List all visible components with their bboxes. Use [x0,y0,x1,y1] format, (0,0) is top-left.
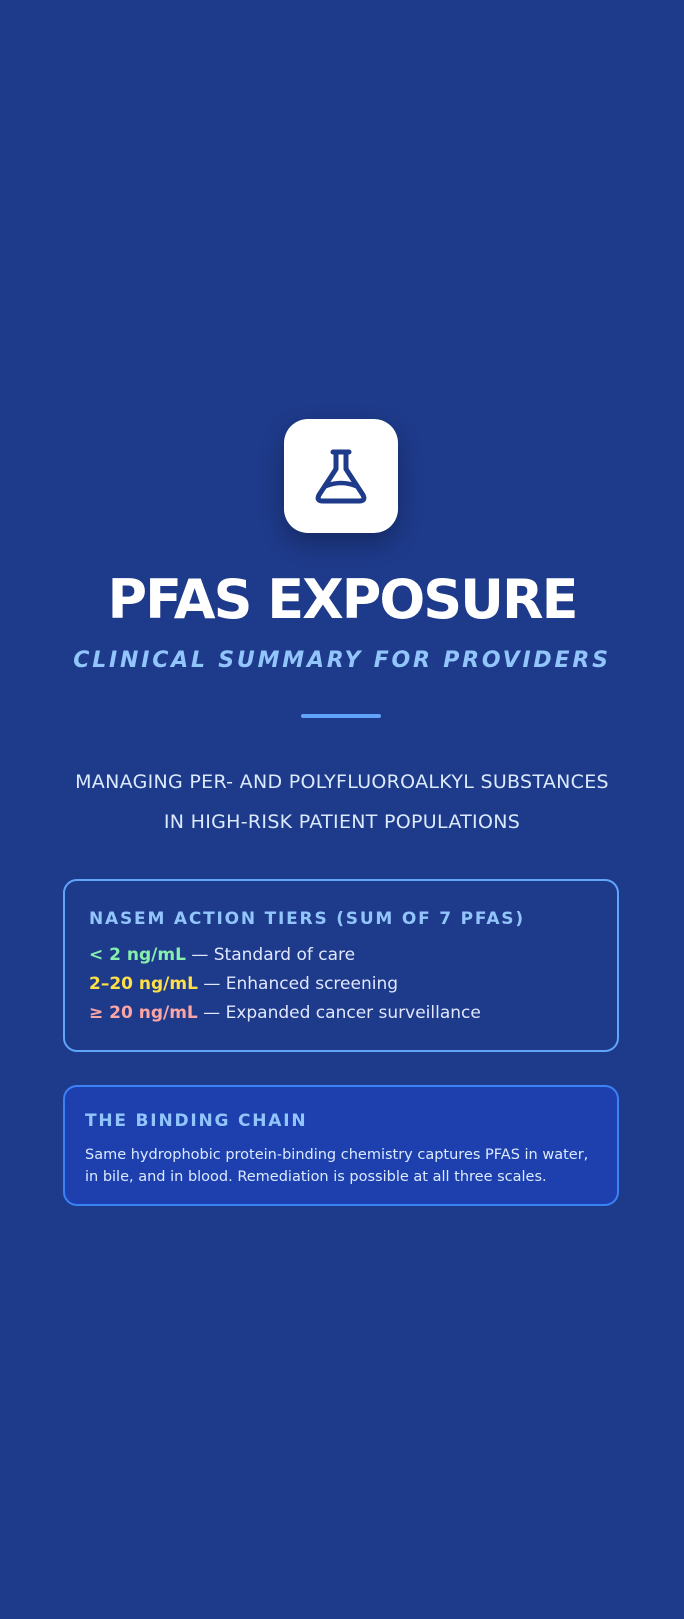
page-title: PFAS EXPOSURE [107,568,577,631]
binding-chain-text: Same hydrophobic protein-binding chemistry captures PFAS in water, in bile, and in blood. Remediation is possible at all three scales. [85,1147,589,1185]
tier-row [89,999,617,1028]
action-tiers-heading: NASEM ACTION TIERS (SUM OF 7 PFAS) [89,909,525,929]
binding-chain-card [63,1085,619,1206]
tier-range-high: ≥ 20 ng/mL [89,1003,198,1023]
logo-tile [284,419,398,533]
tier-range-low: < 2 ng/mL [89,945,186,965]
tier-action: Expanded cancer surveillance [225,1003,481,1023]
tier-separator: — [197,1003,226,1023]
tier-row [89,941,617,970]
intro-text [0,762,684,842]
binding-chain-heading: THE BINDING CHAIN [85,1111,308,1131]
page-subtitle: CLINICAL SUMMARY FOR PROVIDERS [73,648,611,673]
tier-row [89,970,617,999]
tier-separator: — [197,974,226,994]
action-tiers-card [63,879,619,1052]
flask-icon [309,444,373,508]
intro-line: IN HIGH-RISK PATIENT POPULATIONS [163,811,521,833]
tier-separator: — [185,945,214,965]
tier-action: Enhanced screening [225,974,399,994]
tier-range-mid: 2–20 ng/mL [89,974,198,994]
intro-line: MANAGING PER- AND POLYFLUOROALKYL SUBSTANCES [75,771,609,793]
title-divider [301,714,381,718]
tier-action: Standard of care [213,945,356,965]
